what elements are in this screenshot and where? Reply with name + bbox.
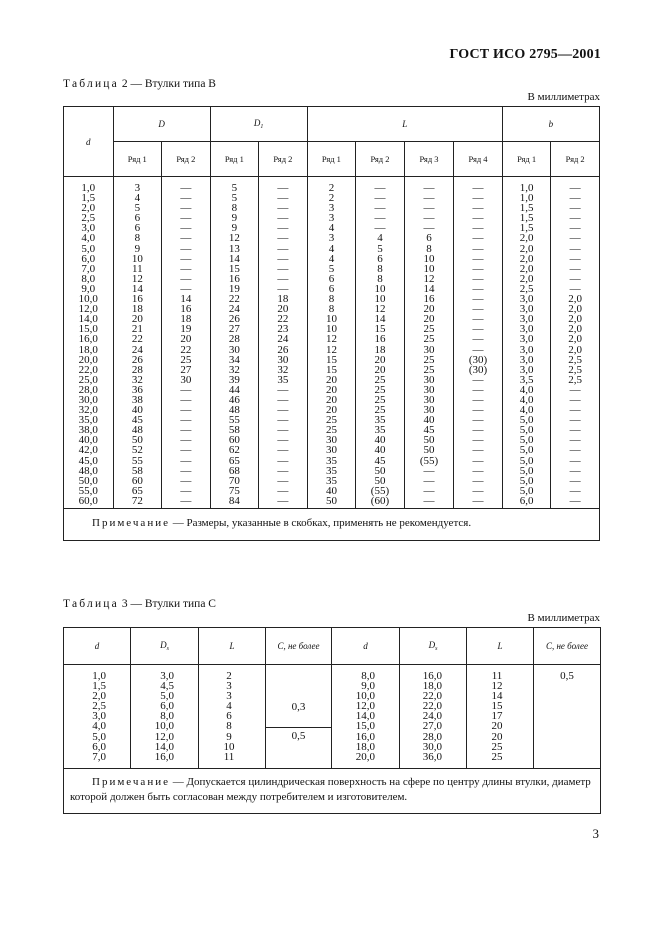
table2-col-D-row1: 3 4 5 6 6 8 9 10 11 12 14 16 18 20 21 22 24 26 28 32 36 38 40 45 48 50 52 55 58 60 65 72: [113, 177, 162, 509]
table2-col-b-row1: 1,0 1,0 1,5 1,5 1,5 2,0 2,0 2,0 2,0 2,0 2,5 3,0 3,0 3,0 3,0 3,0 3,0 3,0 3,0 3,5 4,0 4,0 4,0 5,0 5,0 5,0 5,0 5,0 5,0 5,0 5,0 6,0: [502, 177, 551, 509]
table2-subheader-L-row2: Ряд 2: [356, 142, 405, 177]
table2-col-b-row2: — — — — — — — — — — — 2,0 2,0 2,0 2,0 2,0 2,0 2,5 2,5 2,5 — — — — — — — — — — — —: [551, 177, 600, 509]
table2-subheader-L-row4: Ряд 4: [454, 142, 503, 177]
table3-header-Ds-right-sub: s: [435, 646, 438, 652]
table2-subheader-L-row3: Ряд 3: [404, 142, 454, 177]
table3-note-label: Примечание: [92, 775, 170, 788]
table3-title: — Втулки типа С: [130, 598, 216, 610]
table3-header-Ds-right-main: D: [428, 640, 436, 650]
table2-subheader-D-row2: Ряд 2: [162, 142, 211, 177]
table3-right-col-d: 8,0 9,0 10,0 12,0 14,0 15,0 16,0 18,0 20,0: [332, 665, 400, 769]
table2-col-L-row2: — — — — — 4 5 6 8 8 10 10 12 14 15 16 18 20 20 25 25 25 25 35 35 40 40 45 50 50 (55) (60): [356, 177, 405, 509]
table2-note-label: Примечание: [92, 517, 170, 529]
table3-header-Ds-left-sub: s: [166, 646, 169, 652]
document-code: ГОСТ ИСО 2795—2001: [449, 47, 601, 62]
table3-label: Таблица: [63, 598, 119, 610]
table3-number: 3: [121, 598, 128, 610]
table3-left-col-C-box: [266, 665, 331, 742]
table2-subheader-b-row1: Ряд 1: [502, 142, 551, 177]
table3-note-text: — Допускается цилиндрическая поверхность на сфере по центру длины втулки, диаметр которой должен быть согласован между потребителем и изготовителем.: [70, 775, 591, 803]
table2-col-D1-row1: 5 5 8 9 9 12 13 14 15 16 19 22 24 26 27 28 30 34 32 39 44 46 48 55 58 60 62 65 68 70 75 84: [210, 177, 259, 509]
table2-note-text: — Размеры, указанные в скобках, применять не рекомендуется.: [172, 517, 472, 529]
table3-header-C-right: C, не более: [534, 628, 601, 665]
table2-col-L-row4: — — — — — — — — — — — — — — — — — (30) (30) — — — — — — — — — — — — —: [454, 177, 503, 509]
table3-left-col-Ds: 3,0 4,5 5,0 6,0 8,0 10,0 12,0 14,0 16,0: [131, 665, 199, 769]
table2-header-d: d: [64, 107, 114, 177]
table2-subheader-D-row1: Ряд 1: [113, 142, 162, 177]
table3-header-L-left: L: [199, 628, 266, 665]
table2-number: 2: [121, 78, 128, 90]
table2-header-D: D: [113, 107, 210, 142]
table2-subheader-D1-row2: Ряд 2: [259, 142, 308, 177]
table2-header-D1-main: D: [253, 118, 261, 128]
table3-header-L-right: L: [467, 628, 534, 665]
table3-left-col-C: [266, 665, 332, 769]
table3-header-d-left: d: [64, 628, 131, 665]
table3-right-col-L: 11 12 14 15 17 20 20 25 25: [467, 665, 534, 769]
table2-subheader-L-row1: Ряд 1: [307, 142, 356, 177]
table3-header-Ds-left-main: D: [160, 640, 167, 650]
table3-left-col-C-spacer: [266, 665, 331, 701]
page-number: 3: [592, 826, 599, 841]
table2-units: В миллиметрах: [527, 91, 600, 103]
table2-label: Таблица: [63, 78, 119, 90]
table3-left-col-d: 1,0 1,5 2,0 2,5 3,0 4,0 5,0 6,0 7,0: [64, 665, 131, 769]
table2-subheader-b-row2: Ряд 2: [551, 142, 600, 177]
table2-col-L-row1: 2 2 3 3 4 3 4 4 5 6 6 8 8 10 10 12 12 15 15 20 20 20 20 25 25 30 30 35 35 35 40 50: [307, 177, 356, 509]
table3-caption: [63, 598, 216, 610]
table2-header-D1-sub: 1: [260, 124, 264, 130]
table3-left-col-C-value-b: 0,5: [266, 727, 331, 742]
table3-note: [64, 768, 601, 813]
table3-right-col-C: 0,5: [534, 665, 601, 769]
table2-header-L: L: [307, 107, 502, 142]
table3-left-col-L: 2 3 3 4 6 8 9 10 11: [199, 665, 266, 769]
table2-title: — Втулки типа B: [130, 78, 216, 90]
table2-header-b: b: [502, 107, 599, 142]
table3-right-col-Ds: 16,0 18,0 22,0 22,0 24,0 27,0 28,0 30,0 36,0: [400, 665, 467, 769]
table3: [63, 627, 601, 814]
table3-header-Ds-right: [400, 628, 467, 665]
table2-caption: [63, 78, 216, 90]
table3-header-C-left: C, не более: [266, 628, 332, 665]
table3-units: В миллиметрах: [527, 612, 600, 624]
table3-header-d-right: d: [332, 628, 400, 665]
table2-note: [64, 509, 600, 541]
table2-subheader-D1-row1: Ряд 1: [210, 142, 259, 177]
table2: [63, 106, 600, 541]
table3-left-col-C-value-a: 0,3: [291, 701, 306, 713]
table2-col-d: 1,0 1,5 2,0 2,5 3,0 4,0 5,0 6,0 7,0 8,0 9,0 10,0 12,0 14,0 15,0 16,0 18,0 20,0 22,0 25,0 28,0 30,0 32,0 35,0 38,0 40,0 42,0 45,0 48,0 50,0 55,0 60,0: [64, 177, 114, 509]
table3-header-Ds-left: [131, 628, 199, 665]
table2-header-D1: [210, 107, 307, 142]
table2-col-L-row3: — — — — — 6 8 10 10 12 14 16 20 20 25 25 30 25 25 30 30 30 30 40 45 50 50 (55) — — — —: [404, 177, 454, 509]
table2-col-D1-row2: — — — — — — — — — — — 18 20 22 23 24 26 30 32 35 — — — — — — — — — — — —: [259, 177, 308, 509]
table2-col-D-row2: — — — — — — — — — — — 14 16 18 19 20 22 25 27 30 — — — — — — — — — — — —: [162, 177, 211, 509]
